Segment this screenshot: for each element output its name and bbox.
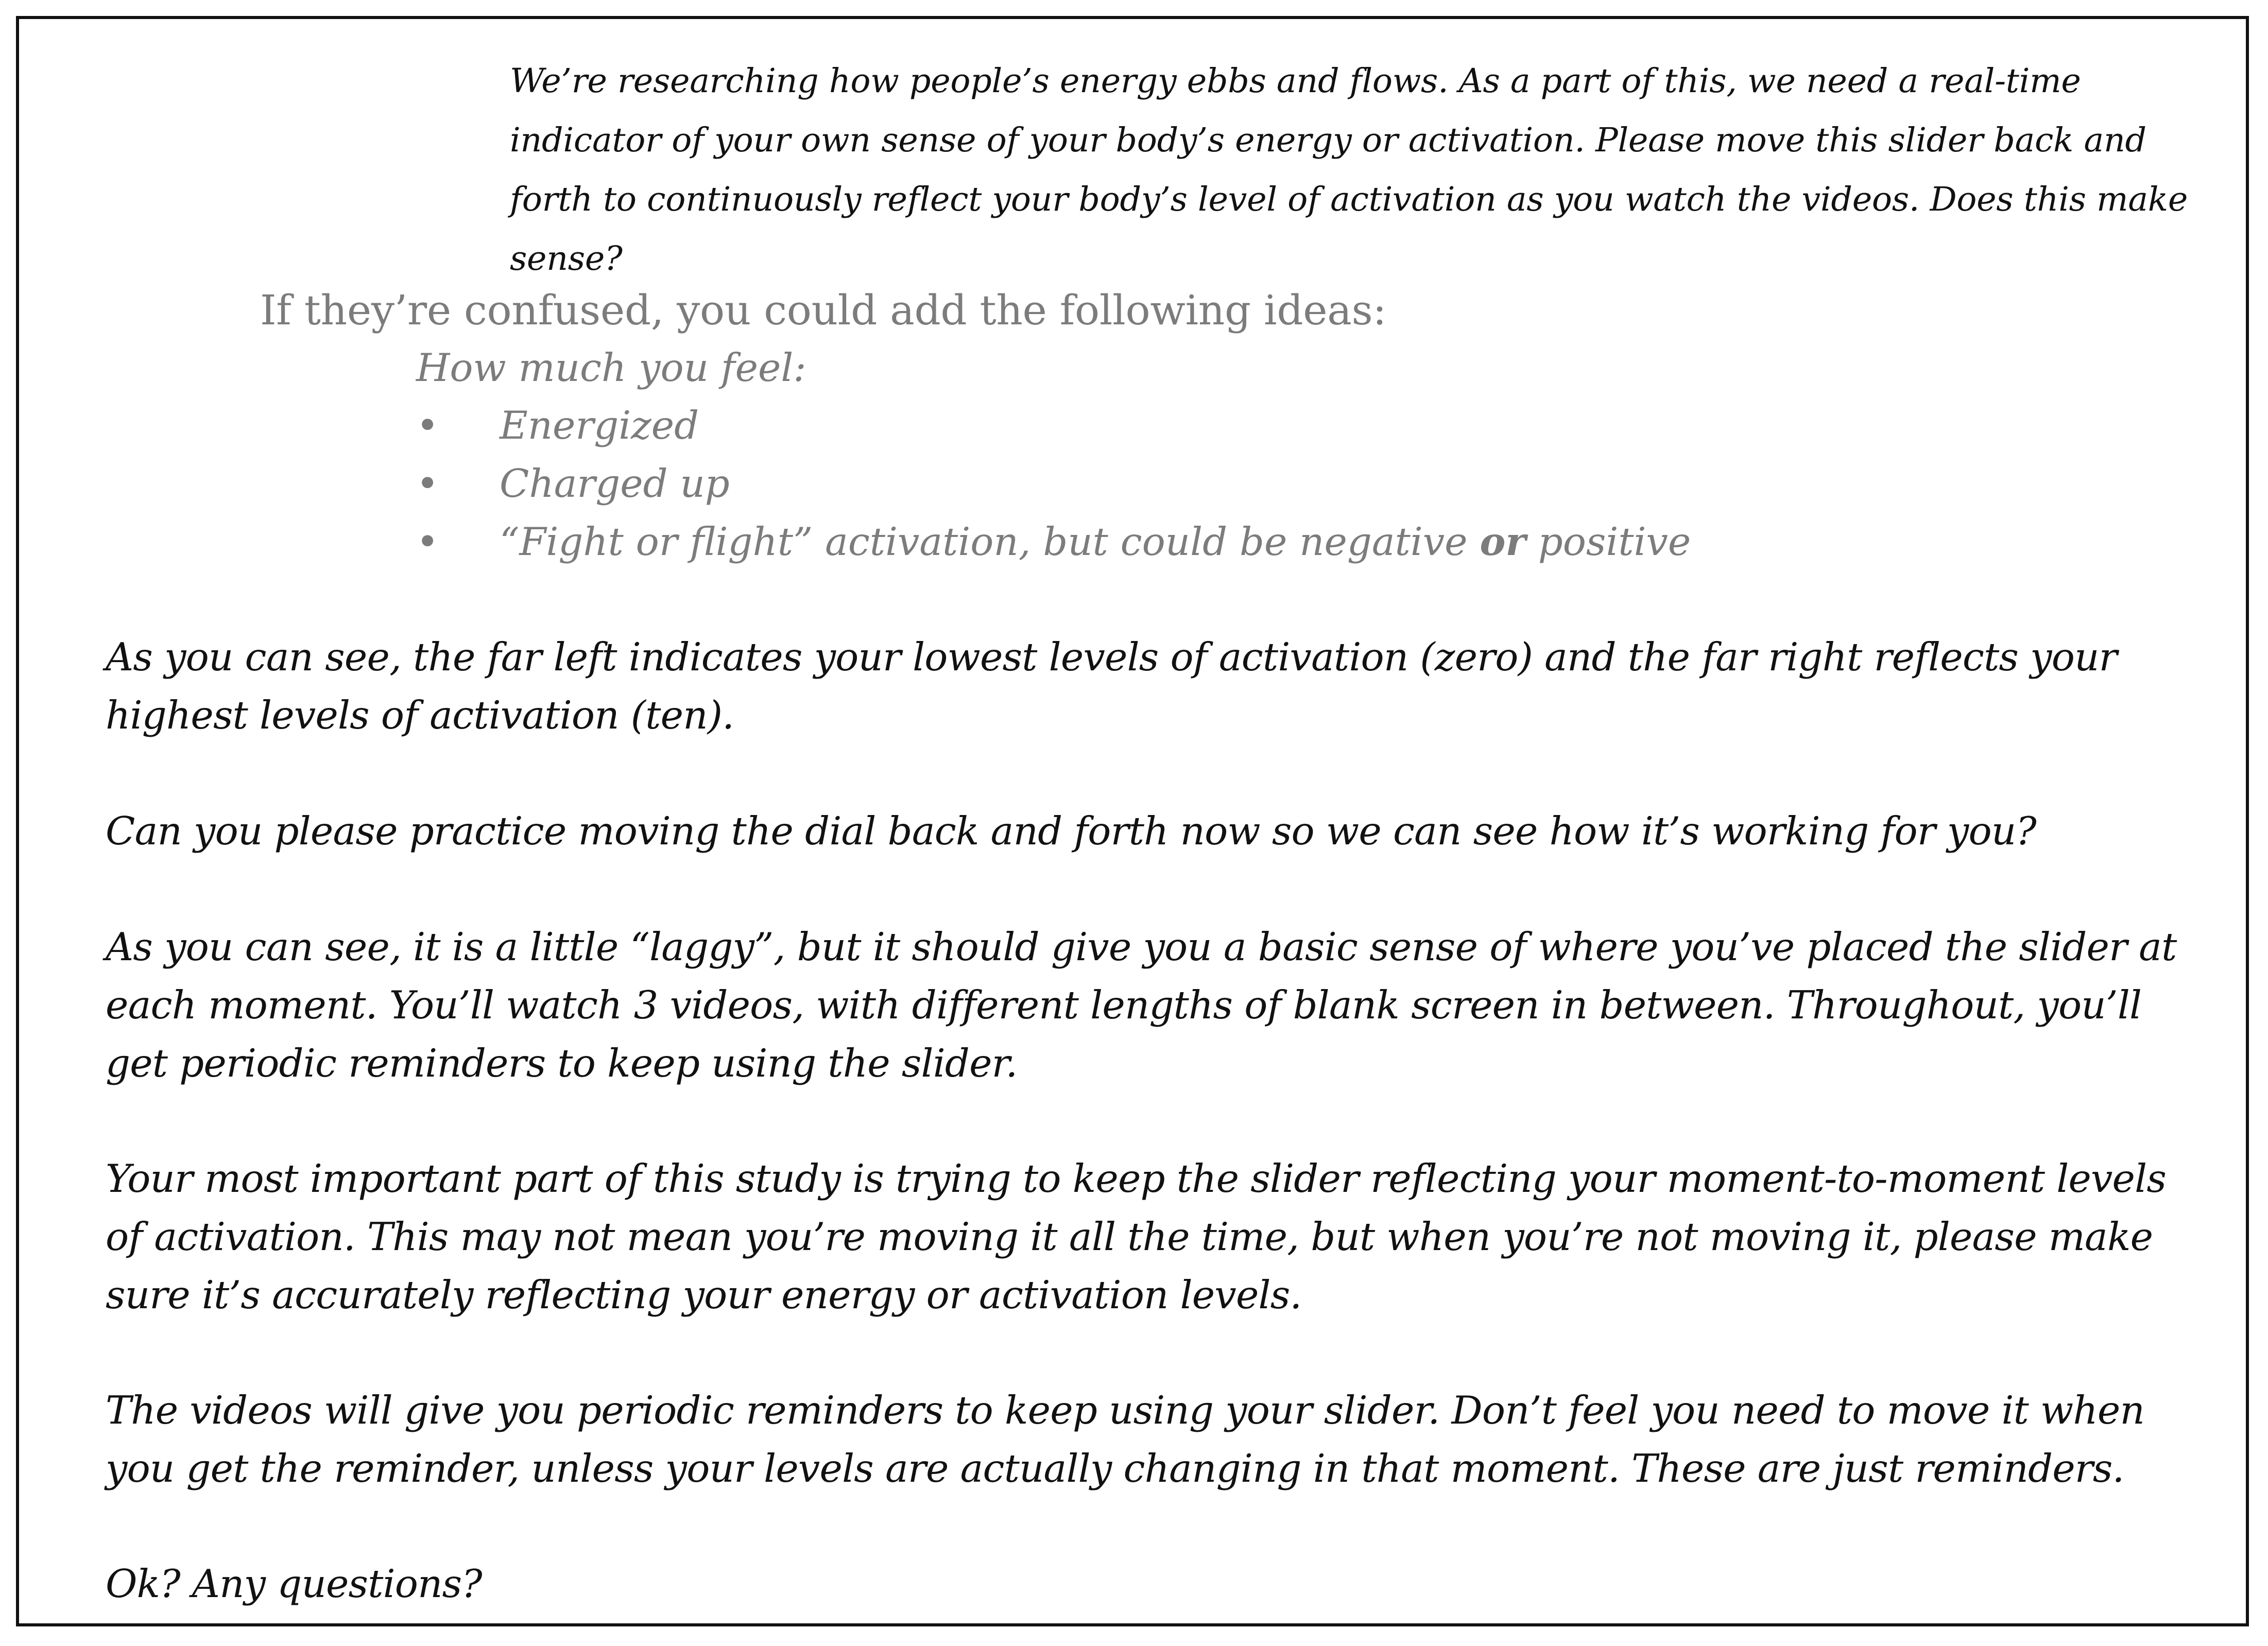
bullet-icon: •: [416, 461, 439, 506]
bullet-icon: •: [416, 519, 439, 564]
list-item-text: Energized: [500, 403, 699, 448]
paragraph-scale: As you can see, the far left indicates your lowest levels of activation (zero) and the far right reflects your highest levels of activation (ten).: [106, 634, 2117, 738]
paragraph-importance: Your most important part of this study is trying to keep the slider reflecting your moment-to-moment levels of activation. This may not mean you’re moving it all the time, but when you’re not moving it, please make sure it’s accurately reflecting your energy or activation levels.: [106, 1156, 2167, 1318]
sub-heading: How much you feel:: [416, 345, 806, 390]
list-item-emphasis: or: [1480, 519, 1526, 564]
list-item-text-before: “Fight or flight” activation, but could be negative: [500, 519, 1480, 564]
list-item: [416, 513, 1691, 571]
list-item-text: Charged up: [500, 461, 730, 506]
paragraph-questions: Ok? Any questions?: [106, 1561, 482, 1606]
idea-list: [416, 396, 1691, 571]
list-item: [416, 455, 1691, 513]
paragraph-laggy: As you can see, it is a little “laggy”, but it should give you a basic sense of where you’ve placed the slider at each moment. You’ll watch 3 videos, with different lengths of blank screen in between. Throughout, you’ll get periodic reminders to keep using the slider.: [106, 924, 2177, 1086]
list-item: [416, 396, 1691, 455]
bullet-icon: •: [416, 403, 439, 448]
intro-script: We’re researching how people’s energy ebbs and flows. As a part of this, we need a real-time indicator of your own sense of your body’s energy or activation. Please move this slider back and forth to continuously reflect your body’s level of activation as you watch the videos. Does this make sense?: [510, 62, 2188, 278]
list-item-text-after: positive: [1525, 519, 1691, 564]
interviewer-note: If they’re confused, you could add the following ideas:: [260, 286, 1387, 334]
paragraph-reminders: The videos will give you periodic reminders to keep using your slider. Don’t feel you need to move it when you get the reminder, unless your levels are actually changing in that moment. These are just reminders.: [106, 1388, 2145, 1491]
paragraph-practice: Can you please practice moving the dial back and forth now so we can see how it’s working for you?: [106, 808, 2036, 854]
